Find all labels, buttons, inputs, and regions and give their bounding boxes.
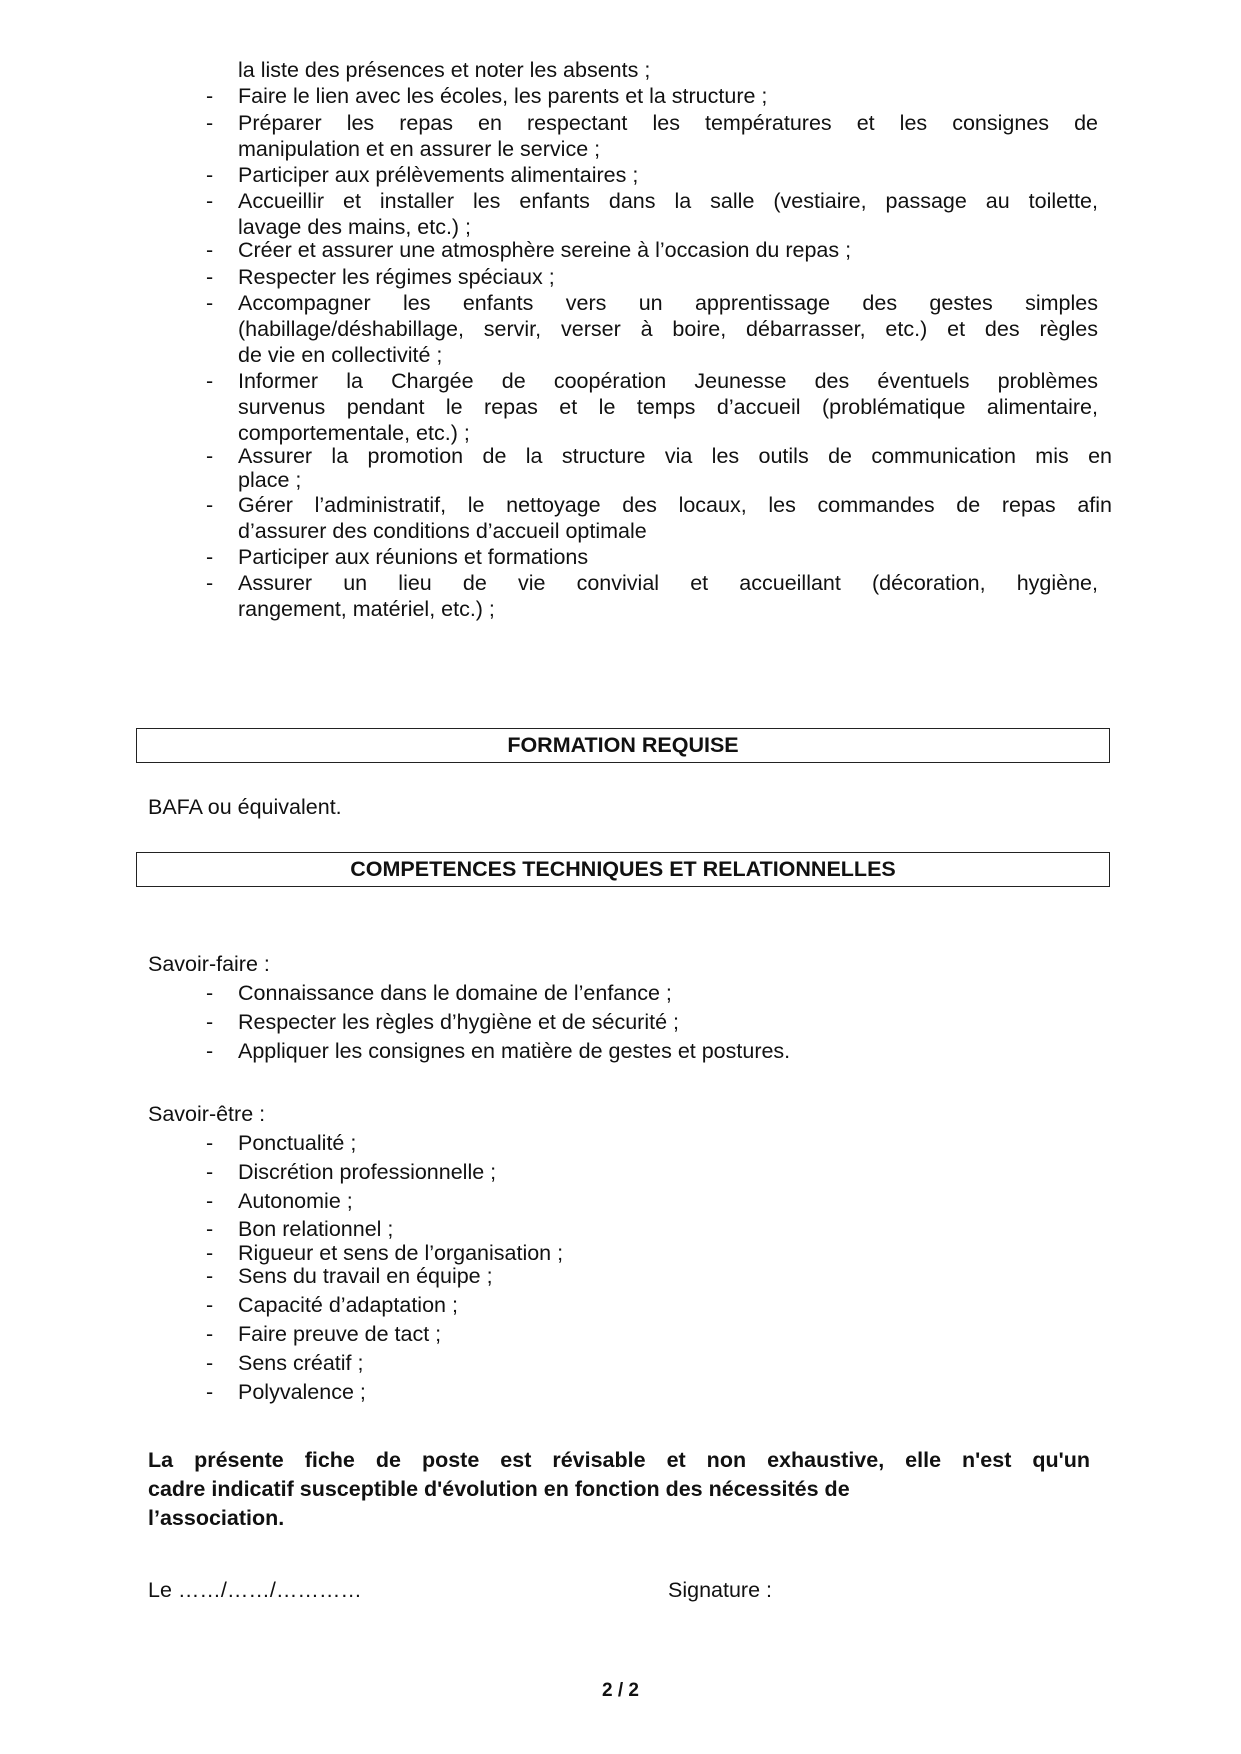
bullet-dash: - — [206, 1293, 214, 1317]
bullet-dash: - — [206, 571, 214, 595]
mission-item-cont: place ; — [238, 468, 302, 492]
bullet-dash: - — [206, 163, 214, 187]
mission-item-cont: survenus pendant le repas et le temps d’accueil (problématique alimentaire, — [238, 395, 1098, 419]
bullet-dash: - — [206, 238, 214, 262]
bullet-dash: - — [206, 84, 214, 108]
mission-item: Respecter les régimes spéciaux ; — [238, 265, 555, 289]
mission-item: Assurer la promotion de la structure via les outils de communication mis en — [238, 444, 1112, 468]
page-number: 2 / 2 — [602, 1680, 639, 1701]
mission-item: Préparer les repas en respectant les températures et les consignes de — [238, 111, 1098, 135]
mission-item-cont: manipulation et en assurer le service ; — [238, 137, 601, 161]
mission-item: Participer aux réunions et formations — [238, 545, 589, 569]
bullet-dash: - — [206, 1217, 214, 1241]
signature-label: Signature : — [668, 1578, 772, 1602]
bullet-dash: - — [206, 1380, 214, 1404]
savoir-etre-item: Ponctualité ; — [238, 1131, 357, 1155]
savoir-etre-label: Savoir-être : — [148, 1102, 266, 1126]
mission-item: Accompagner les enfants vers un apprentissage des gestes simples — [238, 291, 1098, 315]
bullet-dash: - — [206, 111, 214, 135]
mission-item-cont: de vie en collectivité ; — [238, 343, 443, 367]
savoir-etre-item: Polyvalence ; — [238, 1380, 366, 1404]
bullet-dash: - — [206, 1322, 214, 1346]
date-field: Le ……/……/………… — [148, 1578, 362, 1602]
mission-item-cont: rangement, matériel, etc.) ; — [238, 597, 495, 621]
section-header-competences: COMPETENCES TECHNIQUES ET RELATIONNELLES — [136, 852, 1110, 887]
savoir-faire-item: Respecter les règles d’hygiène et de sécurité ; — [238, 1010, 679, 1034]
savoir-faire-item: Connaissance dans le domaine de l’enfance ; — [238, 981, 672, 1005]
savoir-etre-item: Sens du travail en équipe ; — [238, 1264, 493, 1288]
disclaimer-line: La présente fiche de poste est révisable et non exhaustive, elle n'est qu'un — [148, 1448, 1090, 1472]
bullet-dash: - — [206, 444, 214, 468]
bullet-dash: - — [206, 291, 214, 315]
savoir-faire-label: Savoir-faire : — [148, 952, 270, 976]
mission-item: Accueillir et installer les enfants dans la salle (vestiaire, passage au toilette, — [238, 189, 1098, 213]
bullet-dash: - — [206, 1351, 214, 1375]
mission-item: Participer aux prélèvements alimentaires ; — [238, 163, 639, 187]
formation-text: BAFA ou équivalent. — [148, 795, 342, 819]
bullet-dash: - — [206, 189, 214, 213]
bullet-dash: - — [206, 493, 214, 517]
bullet-dash: - — [206, 1010, 214, 1034]
bullet-dash: - — [206, 1189, 214, 1213]
bullet-dash: - — [206, 545, 214, 569]
mission-item: Créer et assurer une atmosphère sereine à l’occasion du repas ; — [238, 238, 852, 262]
bullet-dash: - — [206, 981, 214, 1005]
savoir-faire-item: Appliquer les consignes en matière de gestes et postures. — [238, 1039, 791, 1063]
savoir-etre-item: Rigueur et sens de l’organisation ; — [238, 1241, 564, 1265]
savoir-etre-item: Capacité d’adaptation ; — [238, 1293, 458, 1317]
mission-item: Gérer l’administratif, le nettoyage des locaux, les commandes de repas afin — [238, 493, 1112, 517]
bullet-dash: - — [206, 1160, 214, 1184]
savoir-etre-item: Discrétion professionnelle ; — [238, 1160, 497, 1184]
mission-item-cont: d’assurer des conditions d’accueil optimale — [238, 519, 647, 543]
savoir-etre-item: Autonomie ; — [238, 1189, 353, 1213]
bullet-dash: - — [206, 1264, 214, 1288]
mission-item: Assurer un lieu de vie convivial et accueillant (décoration, hygiène, — [238, 571, 1098, 595]
mission-item-cont: (habillage/déshabillage, servir, verser à boire, débarrasser, etc.) et des règles — [238, 317, 1098, 341]
mission-item-cont: comportementale, etc.) ; — [238, 421, 470, 445]
mission-item-cont: lavage des mains, etc.) ; — [238, 215, 472, 239]
mission-item: Informer la Chargée de coopération Jeunesse des éventuels problèmes — [238, 369, 1098, 393]
mission-continuation: la liste des présences et noter les absents ; — [238, 58, 651, 82]
bullet-dash: - — [206, 1039, 214, 1063]
bullet-dash: - — [206, 265, 214, 289]
savoir-etre-item: Bon relationnel ; — [238, 1217, 394, 1241]
savoir-etre-item: Sens créatif ; — [238, 1351, 364, 1375]
disclaimer-line: cadre indicatif susceptible d'évolution en fonction des nécessités de — [148, 1477, 850, 1501]
mission-item: Faire le lien avec les écoles, les parents et la structure ; — [238, 84, 768, 108]
section-header-formation: FORMATION REQUISE — [136, 728, 1110, 763]
bullet-dash: - — [206, 1241, 214, 1265]
bullet-dash: - — [206, 1131, 214, 1155]
savoir-etre-item: Faire preuve de tact ; — [238, 1322, 442, 1346]
disclaimer-line: l’association. — [148, 1506, 285, 1530]
bullet-dash: - — [206, 369, 214, 393]
